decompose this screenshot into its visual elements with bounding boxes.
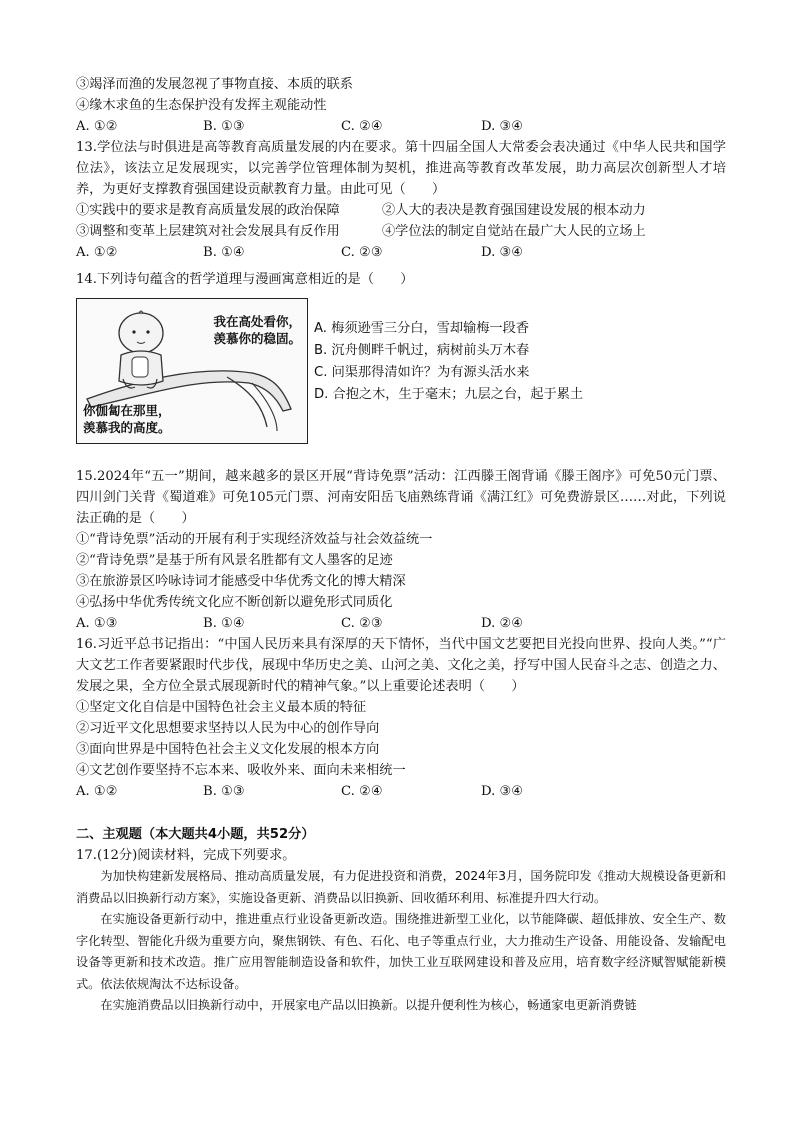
q13-option-c[interactable]: C. ②③ [341,245,383,260]
q13-statement-4: ④学位法的制定自觉站在最广大人民的立场上 [382,224,646,239]
q16-stem: 16.习近平总书记指出：“中国人民历来具有深厚的天下情怀，当代中国文艺要把目光投向世界、投向人类。”“广大文艺工作者要紧跟时代步伐，展现中华历史之美、山河之美、文化之美，抒写中国人民奋斗之志、创造之力、发展之果，全方位全景式展现新时代的精神气象。”以上重要论述表明（ ） [76,637,726,694]
q17-material-p3: 在实施消费品以旧换新行动中，开展家电产品以旧换新。以提升便利性为核心，畅通家电更新消费链 [100,998,637,1012]
exam-page [76,74,726,1017]
q13-option-a[interactable]: A. ①② [76,245,118,260]
q13-statements-row1 [76,200,726,221]
q16-statement-2: ②习近平文化思想要求坚持以人民为中心的创作导向 [76,721,380,736]
q12-option-d[interactable]: D. ③④ [481,119,524,134]
q12-options [76,116,726,137]
q12-option-c[interactable]: C. ②④ [341,119,383,134]
speech-bottom: 你伽匐在那里， 羡慕我的高度。 [83,403,171,435]
q14-option-a[interactable]: A. 梅须逊雪三分白，雪却输梅一段香 [314,321,529,336]
q15-statement-2: ②“背诗免票”是基于所有风景名胜都有文人墨客的足迹 [76,553,393,568]
q17-material-p1: 为加快构建新发展格局、推动高质量发展，有力促进投资和消费，2024年3月，国务院印发《推动大规模设备更新和消费品以旧换新行动方案》，实施设备更新、消费品以旧换新、回收循环利用、标准提升四大行动。 [76,869,726,905]
q13-statements-row2 [76,221,726,242]
q13-option-b[interactable]: B. ①④ [203,245,245,260]
q13-statement-1: ①实践中的要求是教育高质量发展的政治保障 [76,203,340,218]
q16-statement-3: ③面向世界是中国特色社会主义文化发展的根本方向 [76,742,380,757]
q17-material-p2: 在实施设备更新行动中，推进重点行业设备更新改造。围绕推进新型工业化，以节能降碳、超低排放、安全生产、数字化转型、智能化升级为重要方向，聚焦钢铁、有色、石化、电子等重点行业，大力推动生产设备、用能设备、发输配电设备等更新和技术改造。推广应用智能制造设备和软件，加快工业互联网建设和普及应用，培育数字经济赋智赋能新模式。依法依规淘汰不达标设备。 [76,912,726,991]
q14-cartoon [76,298,308,444]
q15-statement-4: ④弘扬中华优秀传统文化应不断创新以避免形式同质化 [76,595,393,610]
q15-statement-1: ①“背诗免票”活动的开展有利于实现经济效益与社会效益统一 [76,532,433,547]
q16-option-d[interactable]: D. ③④ [481,784,524,799]
q15-option-b[interactable]: B. ①④ [203,616,245,631]
q16-option-a[interactable]: A. ①② [76,784,118,799]
q16-option-c[interactable]: C. ②④ [341,784,383,799]
q12-option-a[interactable]: A. ①② [76,119,118,134]
q15-option-c[interactable]: C. ②③ [341,616,383,631]
q16-option-b[interactable]: B. ①③ [203,784,245,799]
q16-options [76,781,726,802]
speech-top: 我在高处看你， 羡慕你的稳固。 [213,314,301,346]
q14-options [314,318,583,446]
section-2-title: 二、主观题（本大题共4小题，共52分） [76,827,315,842]
q15-statement-3: ③在旅游景区吟咏诗词才能感受中华优秀文化的博大精深 [76,574,406,589]
q14-stem: 14.下列诗句蕴含的哲学道理与漫画寓意相近的是（ ） [76,272,414,287]
q16-statement-4: ④文艺创作要坚持不忘本来、吸收外来、面向未来相统一 [76,763,406,778]
q13-statement-3: ③调整和变革上层建筑对社会发展具有反作用 [76,224,340,239]
q14-option-b[interactable]: B. 沉舟侧畔千帆过，病树前头万木春 [314,343,530,358]
q14-option-d[interactable]: D. 合抱之木，生于毫末；九层之台，起于累土 [314,387,584,402]
q15-option-a[interactable]: A. ①③ [76,616,118,631]
q13-stem: 13.学位法与时俱进是高等教育高质量发展的内在要求。第十四届全国人大常委会表决通过《中华人民共和国学位法》，该法立足发展现实，以完善学位管理体制为契机，推进高等教育改革发展，助力高层次创新型人才培养，为更好支撑教育强国建设贡献教育力量。由此可见（ ） [76,140,726,197]
q13-options [76,242,726,263]
q15-stem: 15.2024年“五一”期间，越来越多的景区开展“背诗免票”活动：江西滕王阁背诵《滕王阁序》可免50元门票、四川剑门关背《蜀道难》可免105元门票、河南安阳岳飞庙熟练背诵《满江红》可免费游景区……对此，下列说法正确的是（ ） [76,469,726,526]
q15-options [76,613,726,634]
q12-statement-4: ④缘木求鱼的生态保护没有发挥主观能动性 [76,98,327,113]
q13-statement-2: ②人大的表决是教育强国建设发展的根本动力 [382,203,646,218]
q14-option-c[interactable]: C. 问渠那得清如许？为有源头活水来 [314,365,530,380]
q14-block [76,298,726,446]
q15-option-d[interactable]: D. ②④ [481,616,524,631]
q13-option-d[interactable]: D. ③④ [481,245,524,260]
q12-option-b[interactable]: B. ①③ [203,119,245,134]
q12-statement-3: ③竭泽而渔的发展忽视了事物直接、本质的联系 [76,77,353,92]
q16-statement-1: ①坚定文化自信是中国特色社会主义最本质的特征 [76,700,367,715]
q17-stem: 17.(12分)阅读材料，完成下列要求。 [76,848,296,863]
